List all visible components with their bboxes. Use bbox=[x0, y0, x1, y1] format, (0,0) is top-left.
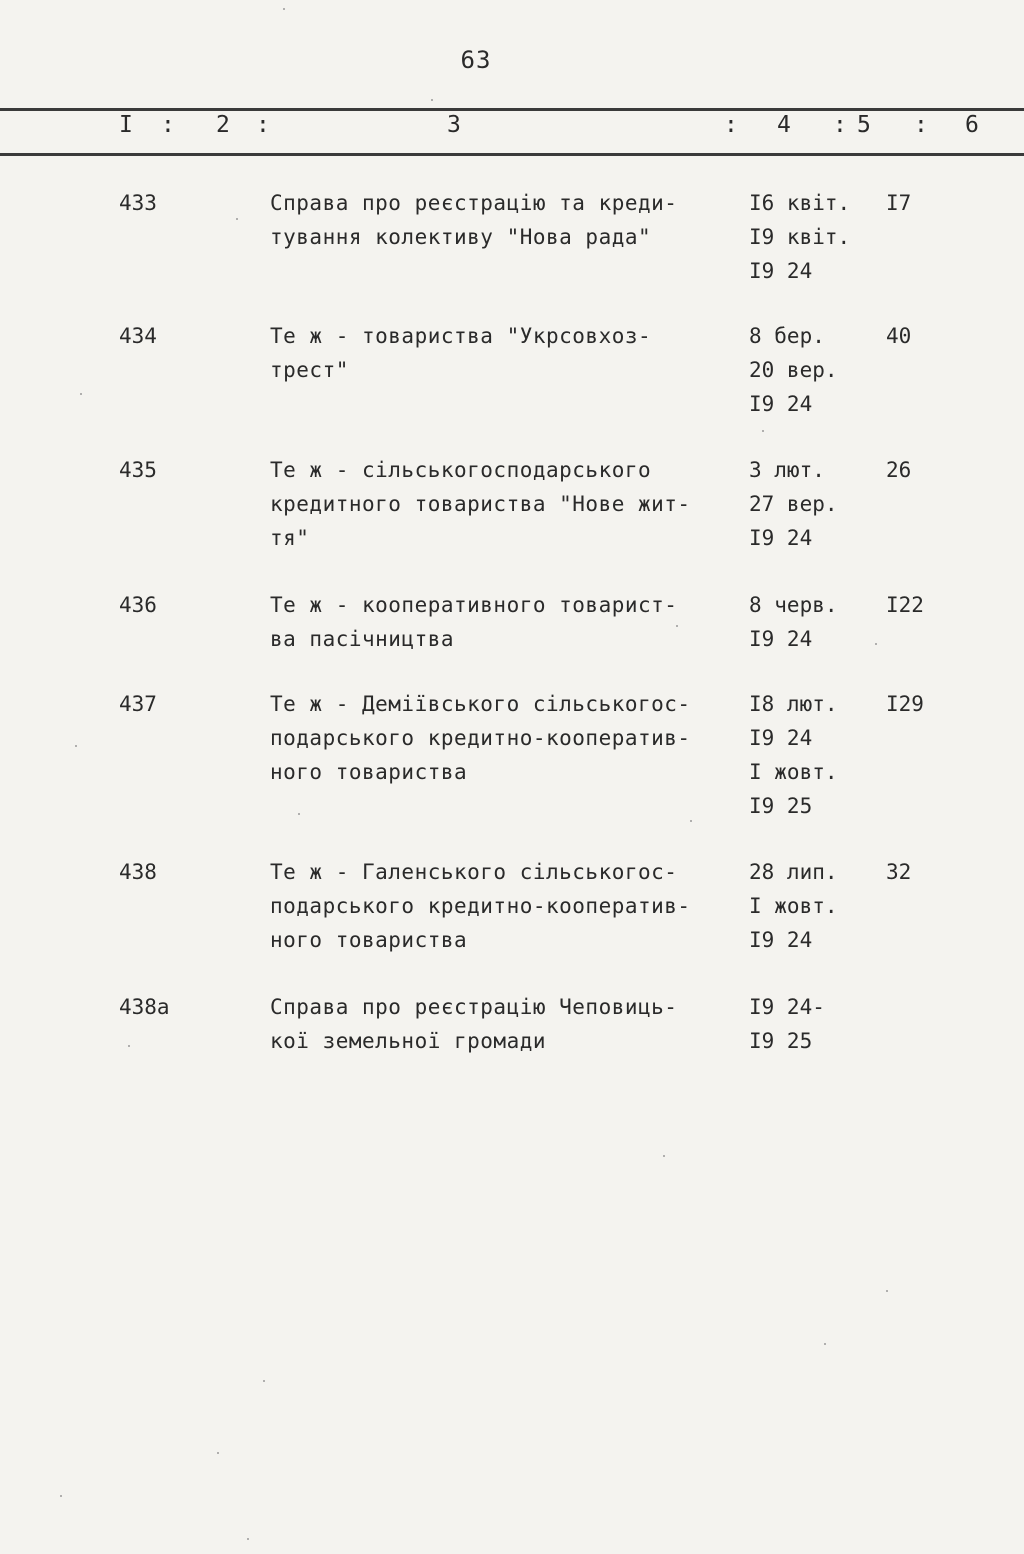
record-sheet-count: I22 bbox=[886, 593, 924, 617]
record-number: 436 bbox=[119, 593, 157, 617]
record-title-line: ного товариства bbox=[270, 928, 468, 952]
header-separator: : bbox=[914, 112, 928, 138]
record-sheet-count: 40 bbox=[886, 324, 912, 348]
header-separator: : bbox=[833, 112, 847, 138]
record-title-line: Те ж - Галенського сільськогос- bbox=[270, 860, 678, 884]
record-date-line: 8 черв. bbox=[749, 593, 838, 617]
scan-speck bbox=[80, 393, 82, 395]
record-date-line: I6 квіт. bbox=[749, 191, 851, 215]
record-date-line: I9 25 bbox=[749, 794, 813, 818]
record-title-line: подарського кредитно-кооператив- bbox=[270, 726, 691, 750]
record-title-line: кредитного товариства "Нове жит- bbox=[270, 492, 691, 516]
scan-speck bbox=[762, 430, 764, 432]
record-sheet-count: 26 bbox=[886, 458, 912, 482]
scan-speck bbox=[886, 1290, 888, 1292]
record-title-line: тя" bbox=[270, 526, 310, 550]
record-dates bbox=[749, 453, 869, 555]
record-date-line: I жовт. bbox=[749, 894, 838, 918]
record-number: 438 bbox=[119, 860, 157, 884]
scan-speck bbox=[128, 1045, 130, 1047]
record-title-line: ного товариства bbox=[270, 760, 468, 784]
header-top-rule bbox=[0, 108, 1024, 111]
scan-speck bbox=[663, 1155, 665, 1157]
scan-speck bbox=[283, 8, 285, 10]
record-title bbox=[270, 453, 720, 555]
record-date-line: I9 квіт. bbox=[749, 225, 851, 249]
scan-speck bbox=[247, 1538, 249, 1540]
header-separator: : bbox=[724, 112, 738, 138]
record-date-line: I жовт. bbox=[749, 760, 838, 784]
record-title-line: Справа про реєстрацію Чеповиць- bbox=[270, 995, 678, 1019]
scan-speck bbox=[75, 745, 77, 747]
record-title-line: подарського кредитно-кооператив- bbox=[270, 894, 691, 918]
record-date-line: 3 лют. bbox=[749, 458, 825, 482]
scan-speck bbox=[690, 820, 692, 822]
header-col-6: 6 bbox=[965, 112, 979, 138]
scan-speck bbox=[431, 99, 433, 101]
record-title-line: Те ж - товариства "Укрсовхоз- bbox=[270, 324, 652, 348]
record-dates bbox=[749, 186, 869, 288]
header-separator: : bbox=[161, 112, 175, 138]
record-number: 437 bbox=[119, 692, 157, 716]
scan-speck bbox=[263, 1380, 265, 1382]
record-date-line: 8 бер. bbox=[749, 324, 825, 348]
record-dates bbox=[749, 990, 869, 1058]
scan-speck bbox=[298, 813, 300, 815]
record-title bbox=[270, 186, 720, 254]
scan-speck bbox=[824, 1343, 826, 1345]
record-title-line: Те ж - кооперативного товарист- bbox=[270, 593, 678, 617]
record-title-line: ва пасічництва bbox=[270, 627, 455, 651]
record-date-line: 28 лип. bbox=[749, 860, 838, 884]
column-header-row bbox=[0, 112, 1024, 150]
record-number: 435 bbox=[119, 458, 157, 482]
record-title-line: трест" bbox=[270, 358, 349, 382]
record-date-line: I9 24- bbox=[749, 995, 825, 1019]
record-date-line: I8 лют. bbox=[749, 692, 838, 716]
record-date-line: 27 вер. bbox=[749, 492, 838, 516]
record-title bbox=[270, 687, 720, 789]
record-title bbox=[270, 588, 720, 656]
header-col-2: 2 bbox=[216, 112, 230, 138]
record-title bbox=[270, 855, 720, 957]
scan-speck bbox=[217, 1452, 219, 1454]
record-date-line: I9 24 bbox=[749, 928, 813, 952]
record-number: 434 bbox=[119, 324, 157, 348]
record-date-line: I9 25 bbox=[749, 1029, 813, 1053]
record-title-line: Те ж - Деміївського сільськогос- bbox=[270, 692, 691, 716]
record-date-line: I9 24 bbox=[749, 259, 813, 283]
record-title-line: Справа про реєстрацію та креди- bbox=[270, 191, 678, 215]
record-date-line: 20 вер. bbox=[749, 358, 838, 382]
scan-speck bbox=[676, 625, 678, 627]
header-col-5: 5 bbox=[857, 112, 871, 138]
scan-speck bbox=[875, 643, 877, 645]
record-dates bbox=[749, 855, 869, 957]
header-col-4: 4 bbox=[777, 112, 791, 138]
record-sheet-count: I7 bbox=[886, 191, 912, 215]
record-sheet-count: 32 bbox=[886, 860, 912, 884]
record-number: 433 bbox=[119, 191, 157, 215]
record-dates bbox=[749, 687, 869, 823]
record-title bbox=[270, 990, 720, 1058]
record-number: 438а bbox=[119, 995, 170, 1019]
header-separator: : bbox=[256, 112, 270, 138]
record-sheet-count: I29 bbox=[886, 692, 924, 716]
record-dates bbox=[749, 319, 869, 421]
header-bottom-rule bbox=[0, 153, 1024, 156]
record-title-line: кої земельної громади bbox=[270, 1029, 547, 1053]
record-dates bbox=[749, 588, 869, 656]
page-number: 63 bbox=[460, 46, 492, 74]
record-date-line: I9 24 bbox=[749, 627, 813, 651]
record-date-line: I9 24 bbox=[749, 726, 813, 750]
record-title-line: тування колективу "Нова рада" bbox=[270, 225, 652, 249]
scan-speck bbox=[60, 1495, 62, 1497]
record-date-line: I9 24 bbox=[749, 526, 813, 550]
record-title bbox=[270, 319, 720, 387]
scan-speck bbox=[236, 218, 238, 220]
header-col-3: 3 bbox=[447, 112, 461, 138]
record-title-line: Те ж - сільськогосподарського bbox=[270, 458, 652, 482]
record-date-line: I9 24 bbox=[749, 392, 813, 416]
header-col-1: I bbox=[119, 112, 133, 138]
